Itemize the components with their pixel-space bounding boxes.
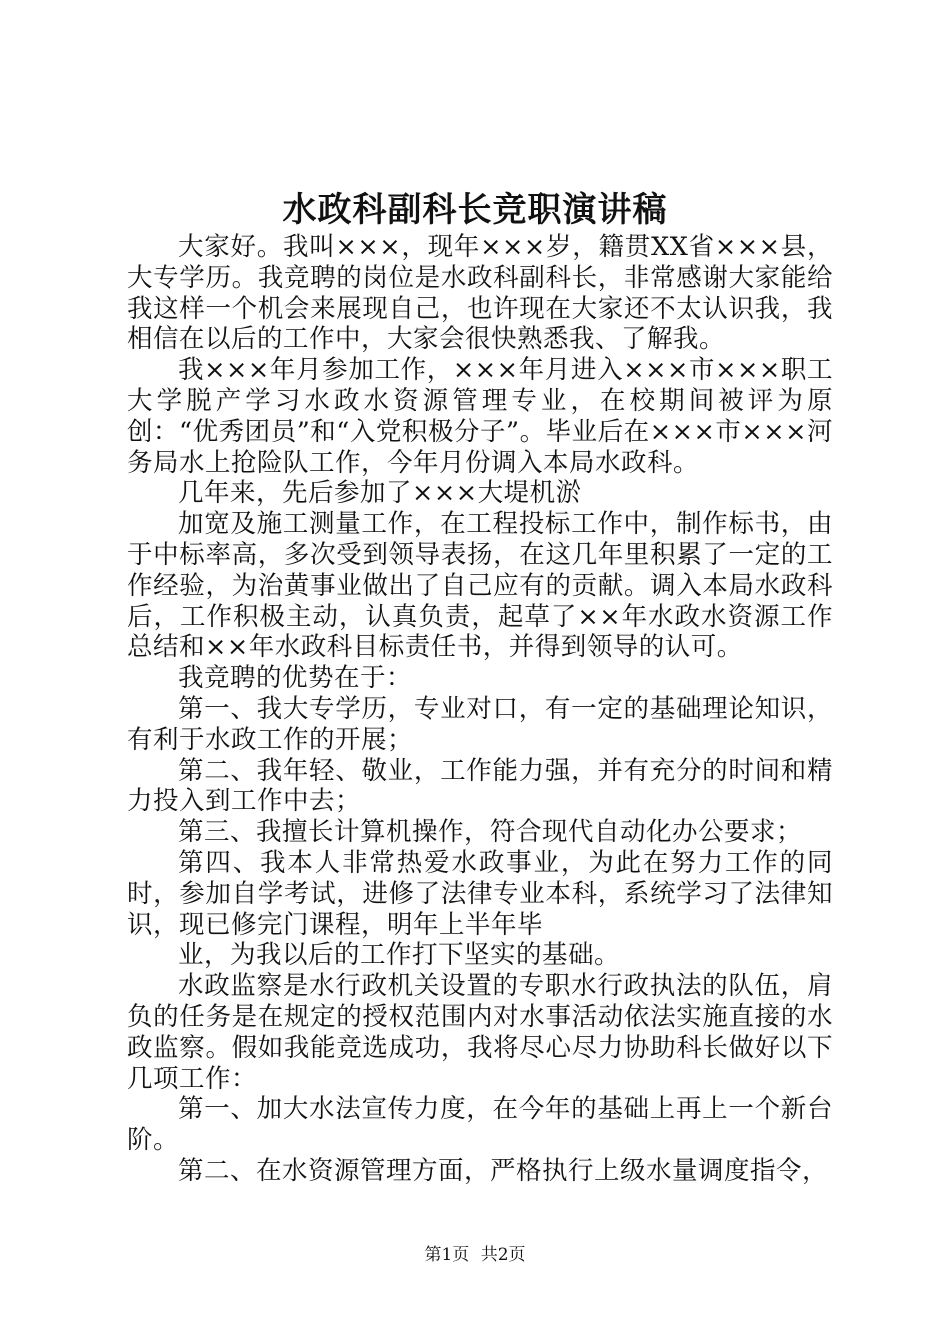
page-total: 共2页 — [480, 1245, 526, 1265]
paragraph: 第二、在水资源管理方面，严格执行上级水量调度指令， — [178, 1155, 829, 1186]
page-number: 第1页 — [424, 1245, 470, 1265]
paragraph: 第二、我年轻、敬业，工作能力强，并有充分的时间和精力投入到工作中去； — [127, 755, 833, 817]
paragraph: 业，为我以后的工作打下坚实的基础。 — [178, 940, 621, 971]
paragraph: 大家好。我叫×××，现年×××岁，籍贯XX省×××县，大专学历。我竞聘的岗位是水政科副科长，非常感谢大家能给我这样一个机会来展现自己，也许现在大家还不太认识我，我相信在以后的工作中，大家会很快熟悉我、了解我。 — [127, 232, 833, 355]
paragraph: 第一、加大水法宣传力度，在今年的基础上再上一个新台阶。 — [127, 1094, 833, 1156]
paragraph: 几年来，先后参加了×××大堤机淤 — [178, 478, 582, 509]
document-body — [127, 232, 833, 1187]
paragraph: 加宽及施工测量工作，在工程投标工作中，制作标书，由于中标率高，多次受到领导表扬，在这几年里积累了一定的工作经验，为治黄事业做出了自己应有的贡献。调入本局水政科后，工作积极主动，认真负责，起草了××年水政水资源工作总结和××年水政科目标责任书，并得到领导的认可。 — [127, 509, 833, 663]
document-title: 水政科副科长竞职演讲稿 — [282, 190, 668, 230]
paragraph: 第一、我大专学历，专业对口，有一定的基础理论知识，有利于水政工作的开展； — [127, 693, 833, 755]
paragraph: 我竞聘的优势在于： — [178, 663, 413, 694]
paragraph: 第三、我擅长计算机操作，符合现代自动化办公要求； — [178, 817, 803, 848]
paragraph: 第四、我本人非常热爱水政事业，为此在努力工作的同时，参加自学考试，进修了法律专业本科，系统学习了法律知识，现已修完门课程，明年上半年毕 — [127, 847, 833, 940]
page-footer — [0, 1243, 950, 1267]
paragraph: 我×××年月参加工作，×××年月进入×××市×××职工大学脱产学习水政水资源管理专业，在校期间被评为原创：“优秀团员”和“入党积极分子”。毕业后在×××市×××河务局水上抢险队工作，今年月份调入本局水政科。 — [127, 355, 833, 478]
paragraph: 水政监察是水行政机关设置的专职水行政执法的队伍，肩负的任务是在规定的授权范围内对水事活动依法实施直接的水政监察。假如我能竞选成功，我将尽心尽力协助科长做好以下几项工作： — [127, 971, 833, 1094]
